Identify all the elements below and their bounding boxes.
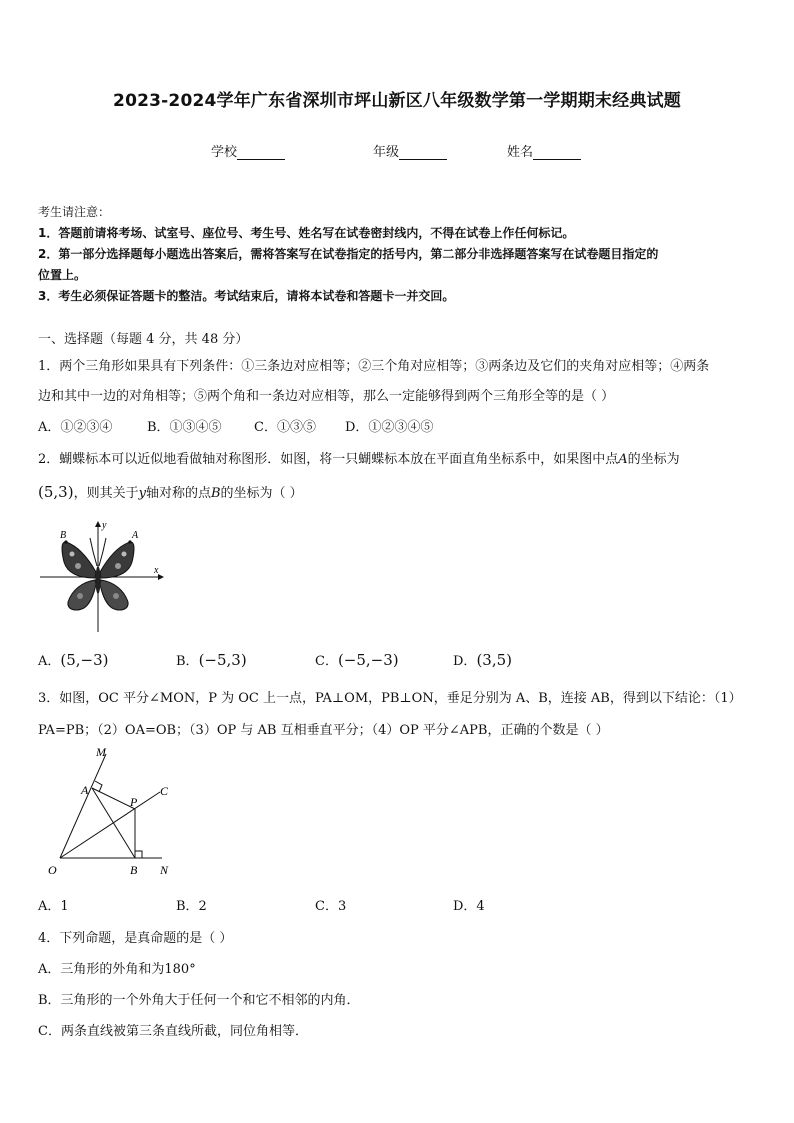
point-a-symbol: A <box>618 452 628 467</box>
point-b-symbol: B <box>210 486 221 501</box>
label-b: B <box>130 863 138 877</box>
school-label: 学校 <box>211 145 238 160</box>
butterfly-body <box>96 566 101 594</box>
q2-option-b-letter: B． <box>176 654 199 669</box>
q4-option-a-text: A．三角形的外角和为 <box>38 962 165 977</box>
x-axis-arrow <box>158 574 164 580</box>
label-o: O <box>48 863 57 877</box>
notice-item-2b: 位置上。 <box>38 268 87 282</box>
school-field <box>211 141 285 160</box>
label-b: B <box>60 530 67 541</box>
q3-option-a: A．1 <box>38 899 69 914</box>
q4-stem: 4．下列命题，是真命题的是（ ） <box>38 931 233 946</box>
q2-text-3: ，则其关于 <box>73 486 139 501</box>
q2-option-d-value: (3,5) <box>476 651 512 669</box>
q2-option-c-letter: C． <box>315 654 338 669</box>
q2-text-4: 轴对称的点 <box>145 486 211 501</box>
label-m: M <box>96 745 106 759</box>
label-a: A <box>132 530 139 541</box>
q2-option-c-value: (−5,−3) <box>337 651 399 669</box>
q1-option-c: C．①③⑤ <box>254 420 316 435</box>
left-upper-wing <box>62 542 96 578</box>
q3-line1: 3．如图，OC 平分∠MON，P 为 OC 上一点，PA⊥OM，PB⊥ON，垂足分别为 A、B，连接 AB，得到以下结论：（1） <box>38 691 742 706</box>
right-angle-mark-b <box>135 851 142 858</box>
q1-line2: 边和其中一边的对角相等；⑤两个角和一条边对应相等，那么一定能够得到两个三角形全等的是（ ） <box>38 389 615 404</box>
q2-option-a <box>38 650 109 669</box>
right-upper-wing <box>100 542 134 578</box>
q2-option-b <box>176 650 247 669</box>
right-wing-spot <box>115 563 121 569</box>
label-a: A <box>81 783 89 797</box>
q3-option-c: C．3 <box>315 899 347 914</box>
q2-option-b-value: (−5,3) <box>198 651 247 669</box>
label-c: C <box>160 784 169 798</box>
q2-option-d-letter: D． <box>453 654 477 669</box>
q4-option-b: B．三角形的一个外角大于任何一个和它不相邻的内角． <box>38 993 360 1008</box>
name-field <box>507 141 581 160</box>
left-wing-spot <box>77 593 83 599</box>
q4-option-a-value: 180° <box>164 962 196 977</box>
left-wing-spot <box>70 552 75 557</box>
q4-option-a <box>38 958 196 977</box>
notice-item-3: 3．考生必须保证答题卡的整洁。考试结束后，请将本试卷和答题卡一并交回。 <box>38 289 455 303</box>
right-antenna <box>99 538 106 566</box>
label-y: y <box>102 520 107 531</box>
q2-line2 <box>38 482 303 501</box>
q4-option-c: C．两条直线被第三条直线所截，同位角相等． <box>38 1024 308 1039</box>
y-axis-arrow <box>95 521 101 527</box>
y-axis-symbol: y <box>138 486 146 501</box>
name-blank <box>533 147 581 160</box>
q1-option-b: B．①③④⑤ <box>147 420 222 435</box>
left-antenna <box>90 538 97 566</box>
q2-option-a-letter: A． <box>38 654 61 669</box>
q2-text-1: 2．蝴蝶标本可以近似地看做轴对称图形．如图，将一只蝴蝶标本放在平面直角坐标系中，如果图中点 <box>38 452 619 467</box>
butterfly-figure <box>38 520 168 640</box>
notice-item-1: 1．答题前请将考场、试室号、座位号、考生号、姓名写在试卷密封线内，不得在试卷上作任何标记。 <box>38 226 575 240</box>
right-wing-spot <box>113 593 119 599</box>
left-wing-spot <box>75 563 81 569</box>
page-title: 2023-2024学年广东省深圳市坪山新区八年级数学第一学期期末经典试题 <box>113 91 681 111</box>
right-wing-spot <box>122 552 127 557</box>
angle-bisector-figure <box>44 744 184 880</box>
q1-line1: 1．两个三角形如果具有下列条件：①三条边对应相等；②三个角对应相等；③两条边及它们的夹角对应相等；④两条 <box>38 359 710 374</box>
q1-option-d: D．①②③④⑤ <box>345 420 434 435</box>
notice-item-2a: 2．第一部分选择题每小题选出答案后，需将答案写在试卷指定的括号内，第二部分非选择题答案写在试卷题目指定的 <box>38 247 659 261</box>
q3-option-b: B．2 <box>176 899 207 914</box>
label-x: x <box>154 565 159 576</box>
grade-field <box>373 141 447 160</box>
name-label: 姓名 <box>507 145 534 160</box>
label-n: N <box>160 863 169 877</box>
q2-text-5: 的坐标为（ ） <box>220 486 303 501</box>
q2-option-a-value: (5,−3) <box>60 651 109 669</box>
q2-option-c <box>315 650 399 669</box>
grade-blank <box>399 147 447 160</box>
notice-heading: 考生请注意： <box>38 205 111 219</box>
q2-option-d <box>453 650 512 669</box>
q2-line1 <box>38 448 680 467</box>
school-blank <box>237 147 285 160</box>
coordinate-value: (5,3) <box>38 483 74 501</box>
section-heading: 一、选择题（每题 4 分，共 48 分） <box>38 332 249 347</box>
q3-option-d: D．4 <box>453 899 485 914</box>
label-p: P <box>130 795 138 809</box>
grade-label: 年级 <box>373 145 400 160</box>
q2-text-2: 的坐标为 <box>627 452 680 467</box>
q1-option-a: A．①②③④ <box>38 420 113 435</box>
q3-line2: PA=PB；（2）OA=OB；（3）OP 与 AB 互相垂直平分；（4）OP 平分∠APB，正确的个数是（ ） <box>38 723 609 738</box>
